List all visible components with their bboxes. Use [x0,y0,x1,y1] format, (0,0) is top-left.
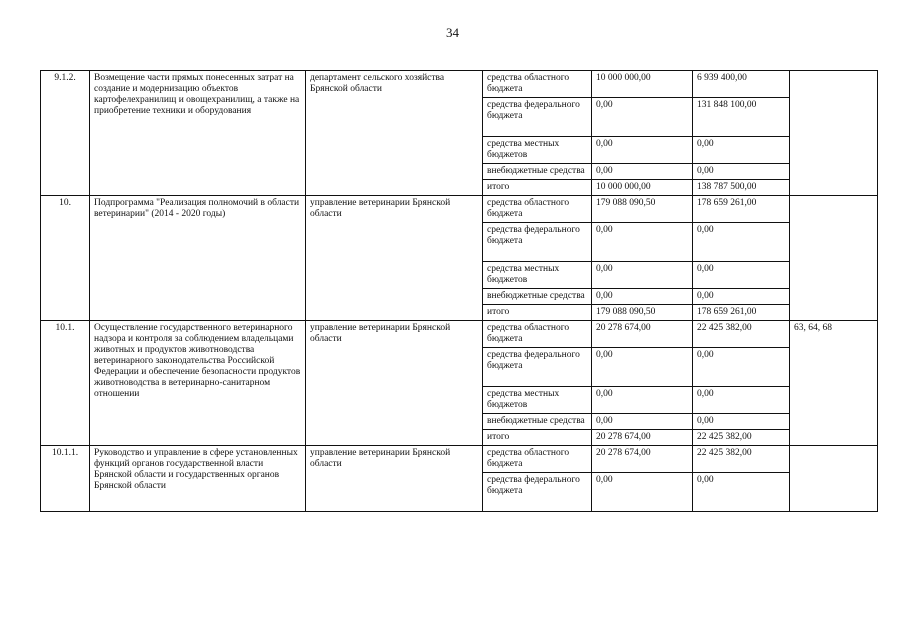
executor: управление ветеринарии Брянской области [306,196,483,321]
amount-actual: 6 939 400,00 [693,71,790,98]
amount-planned: 20 278 674,00 [592,321,693,348]
page-number: 34 [446,25,459,40]
funding-source: средства федерального бюджета [483,348,592,387]
funding-source: итого [483,305,592,321]
amount-actual: 0,00 [693,262,790,289]
amount-actual: 22 425 382,00 [693,321,790,348]
amount-actual: 0,00 [693,289,790,305]
amount-planned: 179 088 090,50 [592,196,693,223]
target-indicators [790,196,878,321]
amount-planned: 0,00 [592,473,693,512]
row-number: 10.1.1. [41,446,90,512]
executor: департамент сельского хозяйства Брянской области [306,71,483,196]
amount-planned: 20 278 674,00 [592,446,693,473]
amount-planned: 10 000 000,00 [592,71,693,98]
activity-name: Подпрограмма "Реализация полномочий в области ветеринарии" (2014 - 2020 годы) [90,196,306,321]
funding-source: внебюджетные средства [483,164,592,180]
amount-planned: 179 088 090,50 [592,305,693,321]
row-number: 9.1.2. [41,71,90,196]
funding-source: средства федерального бюджета [483,223,592,262]
amount-planned: 0,00 [592,387,693,414]
amount-planned: 0,00 [592,414,693,430]
activity-name: Возмещение части прямых понесенных затрат на создание и модернизацию объектов картофелехранилищ и овощехранилищ, а также на приобретение техники и оборудования [90,71,306,196]
amount-actual: 0,00 [693,473,790,512]
table-row [41,446,878,473]
amount-actual: 0,00 [693,348,790,387]
amount-planned: 0,00 [592,98,693,137]
amount-actual: 138 787 500,00 [693,180,790,196]
amount-actual: 0,00 [693,223,790,262]
budget-table [40,70,878,512]
amount-actual: 0,00 [693,414,790,430]
funding-source: итого [483,180,592,196]
amount-actual: 22 425 382,00 [693,446,790,473]
amount-planned: 0,00 [592,262,693,289]
executor: управление ветеринарии Брянской области [306,321,483,446]
amount-actual: 131 848 100,00 [693,98,790,137]
funding-source: средства областного бюджета [483,71,592,98]
funding-source: средства местных бюджетов [483,262,592,289]
amount-planned: 0,00 [592,137,693,164]
funding-source: средства областного бюджета [483,321,592,348]
funding-source: средства областного бюджета [483,196,592,223]
amount-actual: 22 425 382,00 [693,430,790,446]
amount-actual: 178 659 261,00 [693,305,790,321]
funding-source: средства местных бюджетов [483,387,592,414]
amount-planned: 0,00 [592,164,693,180]
funding-source: внебюджетные средства [483,414,592,430]
amount-actual: 0,00 [693,137,790,164]
funding-source: итого [483,430,592,446]
amount-planned: 10 000 000,00 [592,180,693,196]
target-indicators [790,446,878,512]
funding-source: средства областного бюджета [483,446,592,473]
funding-source: средства федерального бюджета [483,98,592,137]
row-number: 10. [41,196,90,321]
amount-planned: 20 278 674,00 [592,430,693,446]
row-number: 10.1. [41,321,90,446]
target-indicators [790,71,878,196]
table-row [41,196,878,223]
funding-source: внебюджетные средства [483,289,592,305]
activity-name: Осуществление государственного ветеринарного надзора и контроля за соблюдением владельцами животных и продуктов животноводства ветеринарного законодательства Российской Федерации и обеспечение безопасности продуктов животноводства в ветеринарно-санитарном отношении [90,321,306,446]
amount-actual: 0,00 [693,164,790,180]
table-row [41,71,878,98]
amount-planned: 0,00 [592,348,693,387]
amount-planned: 0,00 [592,223,693,262]
table-row [41,321,878,348]
target-indicators: 63, 64, 68 [790,321,878,446]
executor: управление ветеринарии Брянской области [306,446,483,512]
amount-actual: 0,00 [693,387,790,414]
activity-name: Руководство и управление в сфере установленных функций органов государственной власти Брянской области и государственных органов Брянской области [90,446,306,512]
amount-planned: 0,00 [592,289,693,305]
funding-source: средства местных бюджетов [483,137,592,164]
funding-source: средства федерального бюджета [483,473,592,512]
amount-actual: 178 659 261,00 [693,196,790,223]
